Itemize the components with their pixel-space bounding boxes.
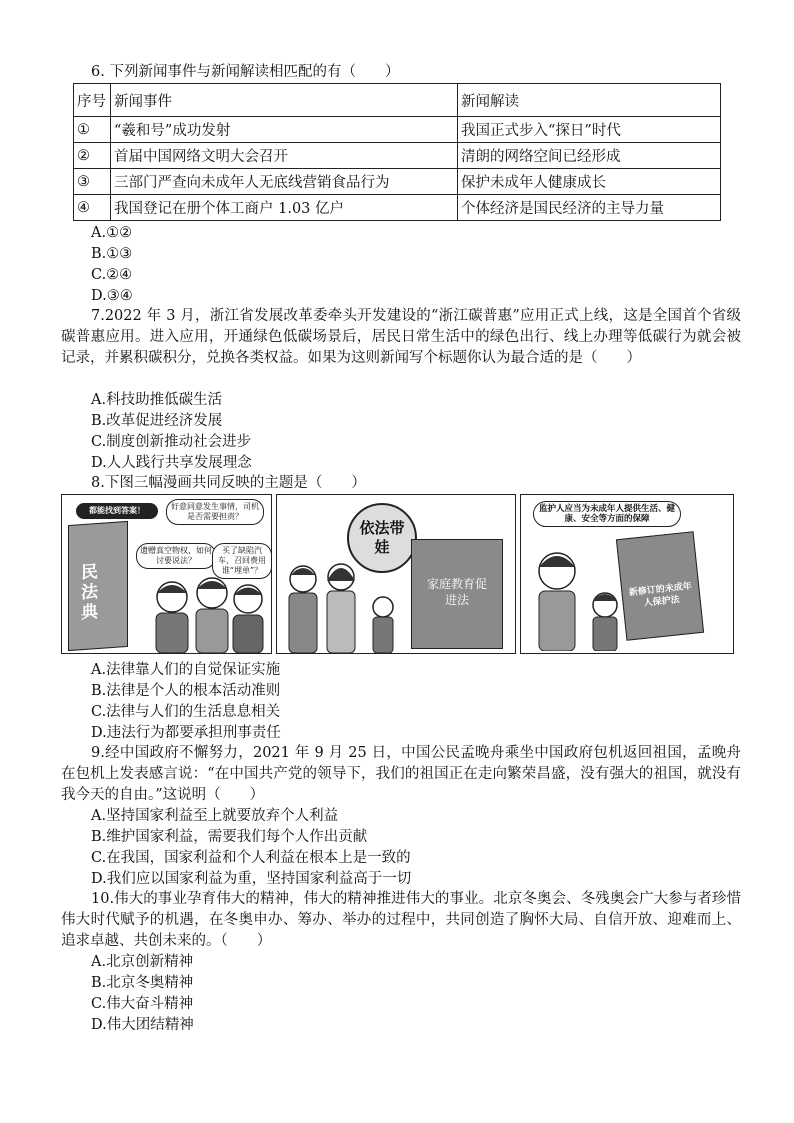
comic-minor-protection (520, 494, 734, 654)
comic1-bubble-top: 好意同意发生事情，司机是否需要担责？ (166, 499, 264, 525)
header-cell: 新闻事件 (111, 84, 458, 117)
option: A.北京创新精神 (91, 954, 194, 970)
table-row (74, 169, 721, 195)
option: D.③④ (91, 288, 133, 304)
option: C.伟大奋斗精神 (91, 996, 194, 1012)
comic3-banner: 监护人应当为未成年人提供生活、健康、安全等方面的保障 (533, 501, 681, 527)
option: D.人人践行共享发展理念 (91, 455, 252, 471)
table-cell: 三部门严查向未成年人无底线营销食品行为 (111, 169, 458, 195)
option: C.法律与人们的生活息息相关 (91, 704, 281, 720)
comic1-bubble-left: 遗赠真空物权，如何讨要说法？ (136, 543, 216, 569)
family-education-book (411, 539, 503, 649)
option: A.①② (91, 225, 133, 241)
table-cell: ④ (74, 195, 111, 221)
table-cell: ② (74, 143, 111, 169)
option: C.②④ (91, 267, 133, 283)
table-cell: 清朗的网络空间已经形成 (458, 143, 721, 169)
q6-stem: 6. 下列新闻事件与新闻解读相匹配的有（ ） (91, 64, 400, 80)
option: D.违法行为都要承担刑事责任 (91, 725, 281, 741)
option: B.法律是个人的根本活动准则 (91, 683, 281, 699)
option: B.维护国家利益，需要我们每个人作出贡献 (91, 829, 368, 845)
table-cell: 保护未成年人健康成长 (458, 169, 721, 195)
table-cell: ③ (74, 169, 111, 195)
option: B.北京冬奥精神 (91, 975, 194, 991)
comic1-banner: 都能找到答案！ (76, 503, 158, 519)
option: A.法律靠人们的自觉保证实施 (91, 662, 281, 678)
table-row (74, 117, 721, 143)
option: A.坚持国家利益至上就要放弃个人利益 (91, 808, 339, 824)
q8-stem: 8.下图三幅漫画共同反映的主题是（ ） (91, 475, 366, 491)
table-cell: 我国正式步入“探日”时代 (458, 117, 721, 143)
q7-stem: 7.2022 年 3 月，浙江省发展改革委牵头开发建设的“浙江碳普惠”应用正式上线，这是全国首个省级碳普惠应用。进入应用，开通绿色低碳场景后，居民日常生活中的绿色出行、线上办理等低碳行为就会被记录，并累积碳积分，兑换各类权益。如果为这则新闻写个标题你认为最合适的是（ ） (61, 308, 741, 366)
civil-code-book (68, 521, 128, 651)
comic-civil-code (61, 494, 272, 654)
option: D.伟大团结精神 (91, 1017, 194, 1033)
option: A.科技助推低碳生活 (91, 392, 223, 408)
option: B.①③ (91, 246, 133, 262)
table-cell: “羲和号”成功发射 (111, 117, 458, 143)
comic3-people-drawing (525, 545, 635, 651)
comic2-family-drawing (283, 559, 413, 653)
table-header-row (74, 84, 721, 117)
option: B.改革促进经济发展 (91, 413, 223, 429)
header-cell: 新闻解读 (458, 84, 721, 117)
option: C.在我国，国家利益和个人利益在根本上是一致的 (91, 850, 411, 866)
comic1-people-drawing (142, 575, 267, 653)
table-row (74, 143, 721, 169)
comic-family-education (276, 494, 516, 654)
civil-code-title: 民法典 (81, 562, 98, 624)
table-cell: 首届中国网络文明大会召开 (111, 143, 458, 169)
table-cell: ① (74, 117, 111, 143)
minor-protection-title: 新修订的未成年人保护法 (628, 581, 693, 609)
header-cell: 序号 (74, 84, 111, 117)
news-table (73, 83, 721, 221)
table-cell: 我国登记在册个体工商户 1.03 亿户 (111, 195, 458, 221)
comic1-bubble-right: 买了缺陷汽车，召回费用谁“埋单”？ (212, 543, 272, 579)
q10-stem: 10.伟大的事业孕育伟大的精神，伟大的精神推进伟大的事业。北京冬奥会、冬残奥会广大参与者珍惜伟大时代赋予的机遇，在冬奥申办、筹办、举办的过程中，共同创造了胸怀大局、自信开放、迎难而上、追求卓越、共创未来的。（ ） (61, 891, 741, 949)
option: C.制度创新推动社会进步 (91, 434, 252, 450)
comic2-sign: 依法带娃 (359, 519, 405, 556)
table-cell: 个体经济是国民经济的主导力量 (458, 195, 721, 221)
q9-stem: 9.经中国政府不懈努力，2021 年 9 月 25 日，中国公民孟晚舟乘坐中国政府包机返回祖国，孟晚舟在包机上发表感言说：“在中国共产党的领导下，我们的祖国正在走向繁荣昌盛，没有强大的祖国，就没有我今天的自由。”这说明（ ） (61, 745, 741, 803)
family-education-title: 家庭教育促进法 (426, 577, 487, 607)
table-row (74, 195, 721, 221)
option: D.我们应以国家利益为重，坚持国家利益高于一切 (91, 871, 412, 887)
